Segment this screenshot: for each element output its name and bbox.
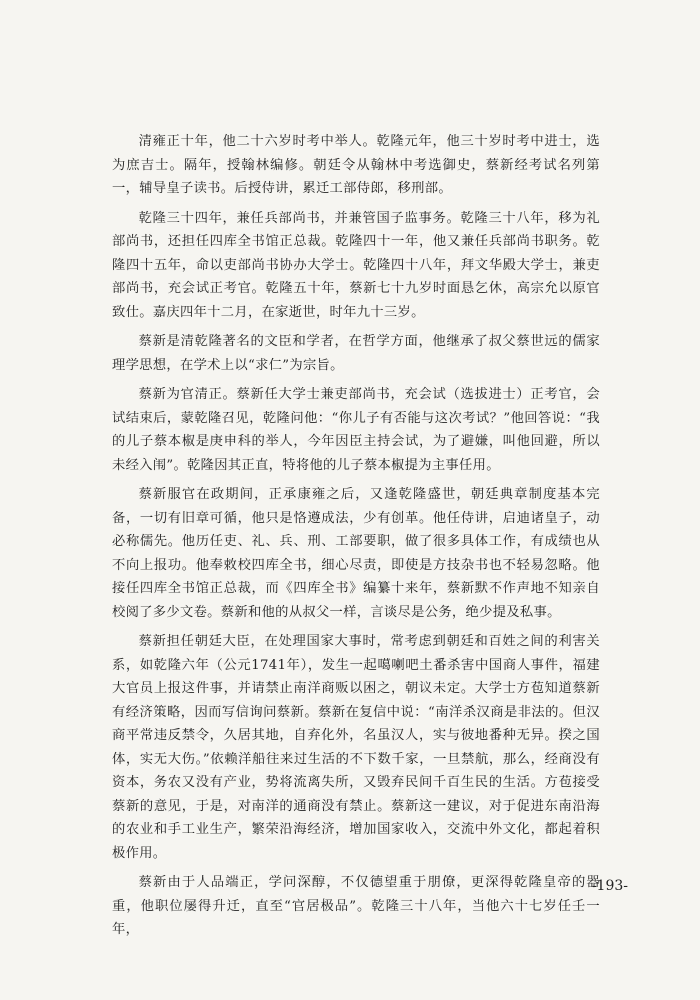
paragraph-6: 蔡新担任朝廷大臣，在处理国家大事时，常考虑到朝廷和百姓之间的利害关系，如乾隆六年（公元1741年），发生一起噶喇吧土番杀害中国商人事件，福建大官员上报这件事，并请禁止南洋商贩以困之，朝议未定。大学士方苞知道蔡新有经济策略，因而写信询问蔡新。蔡新在复信中说：“南洋杀汉商是非法的。但汉商平常违反禁令，久居其地，自弃化外，名虽汉人，实与彼地番种无异。揆之国体，实无大伤。”依赖洋船往来过生活的不下数千家，一旦禁航，那么，经商没有资本，务农又没有产业，势将流离失所，又毁弃民间千百生民的生活。方苞接受蔡新的意见，于是，对南洋的通商没有禁止。蔡新这一建议，对于促进东南沿海的农业和手工业生产，繁荣沿海经济，增加国家收入，交流中外文化，都起着积极作用。 <box>112 634 600 861</box>
paragraph-1: 清雍正十年，他二十六岁时考中举人。乾隆元年，他三十岁时考中进士，选为庶吉士。隔年，授翰林编修。朝廷令从翰林中考选御史，蔡新经考试名列第一，辅导皇子读书。后授侍讲，累迁工部侍郎，移刑部。 <box>112 134 600 196</box>
paragraph-3: 蔡新是清乾隆著名的文臣和学者，在哲学方面，他继承了叔父蔡世远的儒家理学思想，在学术上以“求仁”为宗旨。 <box>112 334 600 373</box>
paragraph-2: 乾隆三十四年，兼任兵部尚书，并兼管国子监事务。乾隆三十八年，移为礼部尚书，还担任四库全书馆正总裁。乾隆四十一年，他又兼任兵部尚书职务。乾隆四十五年，命以吏部尚书协办大学士。乾隆四十八年，拜文华殿大学士，兼吏部尚书，充会试正考官。乾隆五十年，蔡新七十九岁时面恳乞休，高宗允以原官致仕。嘉庆四年十二月，在家逝世，时年九十三岁。 <box>112 210 600 320</box>
paragraph-7: 蔡新由于人品端正，学问深醇，不仅德望重于朋僚，更深得乾隆皇帝的器重，他职位屡得升迁，直至“官居极品”。乾隆三十八年，当他六十七岁任壬一年， <box>112 875 600 937</box>
body-text <box>112 130 600 948</box>
paragraph-5: 蔡新服官在政期间，正承康雍之后，又逢乾隆盛世，朝廷典章制度基本完备，一切有旧章可循，他只是恪遵成法，少有创革。他任侍讲，启迪诸皇子，动必称儒先。他历任吏、礼、兵、刑、工部要职，做了很多具体工作，有成绩也从不向上报功。他奉敕校四库全书，细心尽责，即使是方技杂书也不轻易忽略。他接任四库全书馆正总裁，而《四库全书》编纂十来年，蔡新默不作声地不知亲自校阅了多少文卷。蔡新和他的从叔父一样，言谈尽是公务，绝少提及私事。 <box>112 487 600 620</box>
paragraph-4: 蔡新为官清正。蔡新任大学士兼吏部尚书，充会试（选拔进士）正考官，会试结束后，蒙乾隆召见，乾隆问他：“你儿子有否能与这次考试？”他回答说：“我的儿子蔡本椒是庚申科的举人，今年因臣主持会试，为了避嫌，叫他回避，所以未经入闱”。乾隆因其正直，特将他的儿子蔡本椒提为主事任用。 <box>112 387 600 473</box>
page-number: -193- <box>591 878 628 894</box>
